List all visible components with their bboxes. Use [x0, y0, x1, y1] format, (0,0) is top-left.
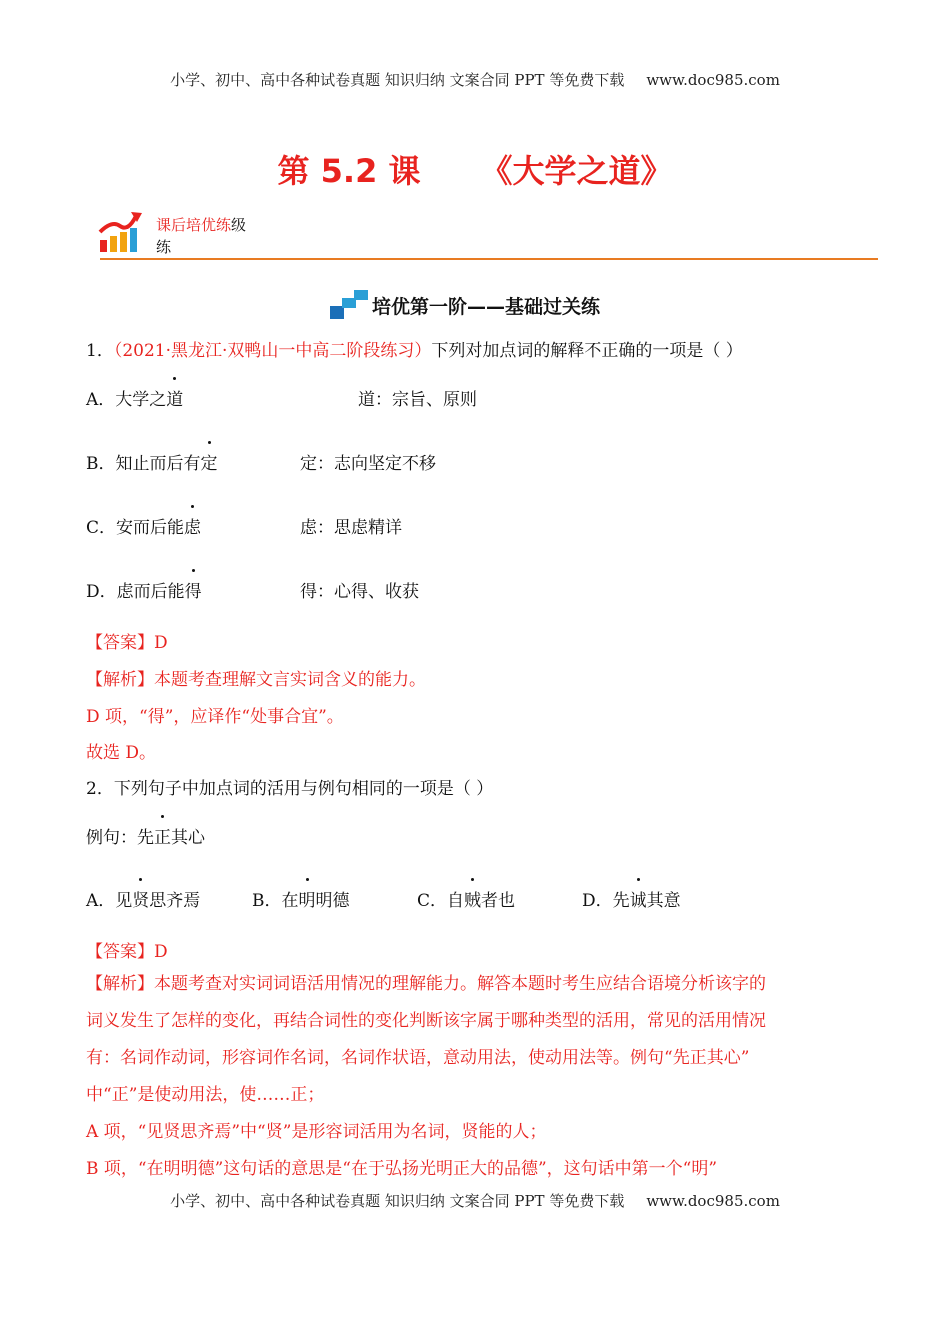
analysis-text: 本题考查理解文言实词含义的能力。 [154, 670, 426, 690]
stage-title: 培优第一阶——基础过关练 [372, 296, 601, 318]
q2-answer: 【答案】D [86, 942, 168, 962]
option-text: 自 [447, 891, 465, 911]
dotted-word: 贼 [464, 886, 481, 911]
analysis-line: B 项，“在明明德”这句话的意思是“在于弘扬光明正大的品德”，这句话中第一个“明” [86, 1159, 718, 1179]
option-text: 明德 [315, 891, 350, 911]
dotted-word: 虑 [184, 513, 201, 538]
q1-text: 下列对加点词的解释不正确的一项是（ ） [431, 341, 743, 361]
dotted-word: 定 [201, 449, 218, 474]
stage-heading [330, 290, 601, 325]
option-text: 大学之 [115, 390, 167, 410]
q2-option-c[interactable] [417, 886, 515, 911]
page-header [0, 69, 950, 90]
question-1-stem [86, 336, 743, 361]
dotted-word: 明 [299, 886, 316, 911]
header-site[interactable]: www.doc985.com [646, 71, 780, 89]
q2-example [86, 823, 205, 848]
section-label-red: 课后培优练 [156, 216, 232, 234]
page-footer [0, 1190, 950, 1211]
example-text: 其心 [171, 828, 205, 848]
header-text: 小学、初中、高中各种试卷真题 知识归纳 文案合同 PPT 等免费下载 [170, 71, 625, 89]
analysis-line: 中“正”是使动用法，使……正； [86, 1085, 325, 1105]
q2-option-a[interactable] [86, 886, 200, 911]
q2-option-d[interactable] [582, 886, 681, 911]
q1-gloss-b: 定：志向坚定不移 [300, 454, 436, 474]
option-text: 思齐焉 [149, 891, 201, 911]
q1-gloss-c: 虑：思虑精详 [300, 518, 402, 538]
analysis-line [86, 966, 866, 1003]
q1-number: 1． [86, 341, 114, 361]
footer-site[interactable]: www.doc985.com [646, 1192, 780, 1210]
option-label: A． [86, 390, 116, 410]
example-text: 例句：先 [86, 828, 154, 848]
option-label: B． [252, 891, 282, 911]
q1-analysis-line-2: D 项，“得”，应译作“处事合宜”。 [86, 707, 344, 727]
q1-option-d[interactable] [86, 577, 202, 602]
dotted-word: 得 [185, 577, 202, 602]
q2-text: 下列句子中加点词的活用与例句相同的一项是（ ） [113, 779, 494, 799]
chart-up-icon [98, 210, 144, 254]
q1-analysis [86, 665, 426, 690]
q2-analysis [86, 966, 866, 1188]
lesson-name: 《大学之道》 [480, 152, 673, 190]
option-label: A． [86, 891, 116, 911]
option-text: 先 [612, 891, 630, 911]
option-text: 安而后能 [116, 518, 185, 538]
q1-option-b[interactable] [86, 449, 218, 474]
analysis-text: 本题考查对实词词语活用情况的理解能力。解答本题时考生应结合语境分析该字的 [154, 974, 766, 994]
dotted-word: 正 [154, 823, 171, 848]
dotted-word: 道 [166, 385, 183, 410]
option-text: 者也 [481, 891, 516, 911]
option-text: 在 [281, 891, 299, 911]
option-label: C． [417, 891, 448, 911]
q1-option-a[interactable] [86, 385, 183, 410]
analysis-line: 词义发生了怎样的变化，再结合词性的变化判断该字属于哪种类型的活用，常见的活用情况 [86, 1011, 766, 1031]
q1-gloss-d: 得：心得、收获 [300, 582, 419, 602]
option-text: 知止而后有 [115, 454, 201, 474]
dotted-word: 诚 [630, 886, 647, 911]
option-text: 其意 [646, 891, 681, 911]
section-label-black-2: 练 [156, 238, 172, 256]
section-label-black-1: 级 [231, 216, 247, 234]
q1-option-c[interactable] [86, 513, 201, 538]
option-label: D． [582, 891, 613, 911]
q1-analysis-line-3: 故选 D。 [86, 743, 157, 763]
option-label: B． [86, 454, 116, 474]
lesson-number: 第 5.2 课 [277, 152, 421, 190]
analysis-line: A 项，“见贤思齐焉”中“贤”是形容词活用为名词，贤能的人； [86, 1122, 547, 1142]
q1-source: （2021·黑龙江·双鸭山一中高二阶段练习） [113, 341, 432, 361]
section-label [156, 214, 246, 258]
option-text: 虑而后能 [116, 582, 185, 602]
q2-number: 2． [86, 779, 114, 799]
analysis-tag: 【解析】 [86, 974, 154, 994]
option-text: 见 [115, 891, 133, 911]
stairs-icon [330, 290, 368, 320]
analysis-tag: 【解析】 [86, 670, 154, 690]
dotted-word: 贤 [132, 886, 149, 911]
question-2-stem [86, 774, 493, 799]
footer-text: 小学、初中、高中各种试卷真题 知识归纳 文案合同 PPT 等免费下载 [170, 1192, 625, 1210]
page-title [0, 146, 950, 192]
option-label: C． [86, 518, 117, 538]
q1-answer: 【答案】D [86, 633, 168, 653]
option-label: D． [86, 582, 117, 602]
q1-gloss-a: 道：宗旨、原则 [358, 390, 477, 410]
q2-option-b[interactable] [252, 886, 350, 911]
section-divider [100, 258, 878, 260]
analysis-line: 有：名词作动词，形容词作名词，名词作状语，意动用法，使动用法等。例句“先正其心” [86, 1048, 750, 1068]
